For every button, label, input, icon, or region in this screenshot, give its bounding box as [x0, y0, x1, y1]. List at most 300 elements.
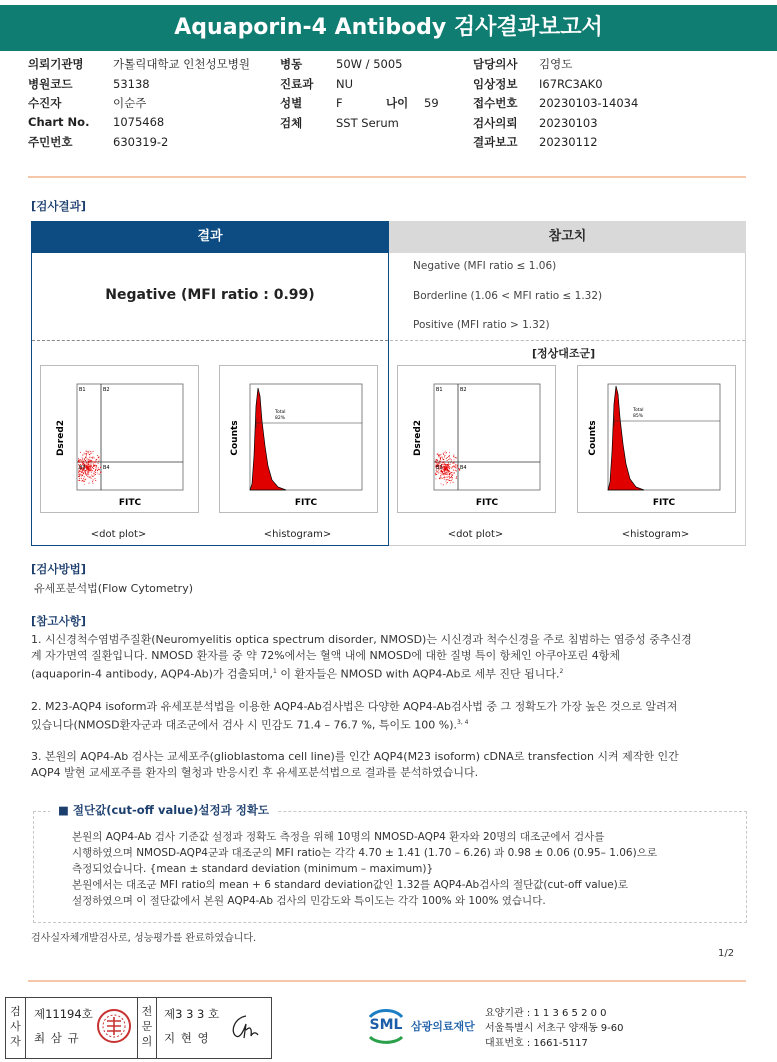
dot-point	[93, 473, 94, 474]
dot-point	[445, 455, 446, 456]
label-ward: 병동	[280, 57, 303, 71]
dot-point	[447, 472, 448, 473]
dot-point	[444, 469, 445, 470]
dot-point	[89, 462, 90, 463]
dot-point	[451, 472, 452, 473]
dot-point	[449, 471, 450, 472]
dot-point	[95, 472, 96, 473]
dot-point	[81, 476, 82, 477]
dot-point	[91, 465, 92, 466]
dot-point	[94, 475, 95, 476]
dot-point	[453, 482, 454, 483]
value-specimen: SST Serum	[336, 115, 399, 130]
dot-point	[99, 474, 100, 475]
dot-point	[446, 484, 447, 485]
dot-point	[88, 463, 89, 464]
dot-point	[87, 460, 88, 461]
dot-point	[456, 465, 457, 466]
org-street: 서울특별시 서초구 양재동 9-60	[485, 1023, 624, 1034]
value-hospital: 가톨릭대학교 인천성모병원	[113, 57, 250, 71]
value-age: 59	[424, 96, 439, 110]
dot-point	[83, 463, 84, 464]
dot-point	[456, 471, 457, 472]
dot-point	[81, 472, 82, 473]
dot-point	[79, 475, 80, 476]
dot-point	[447, 466, 448, 467]
label-hospital: 의뢰기관명	[28, 57, 84, 71]
dot-point	[82, 481, 83, 482]
cutoff-line-3: 측정되었습니다. {mean ± standard deviation (minimum – maximum)}	[72, 863, 434, 875]
examiner-seal-icon	[96, 1008, 132, 1044]
value-resident-no: 630319-2	[113, 135, 169, 149]
dot-point	[94, 465, 95, 466]
dot-point	[449, 456, 450, 457]
dot-point	[86, 453, 87, 454]
validation-remark: 검사실자체개발검사로, 성능평가를 완료하였습니다.	[31, 933, 257, 944]
examiner-label-char-1: 검	[10, 1005, 21, 1018]
dot-point	[445, 451, 446, 452]
dot-point	[78, 458, 79, 459]
examiner-label-char-3: 자	[10, 1035, 21, 1048]
dot-point	[92, 453, 93, 454]
specialist-signature-icon	[226, 1012, 262, 1046]
dot-point	[450, 480, 451, 481]
dot-point	[100, 472, 101, 473]
dot-point	[442, 472, 443, 473]
specialist-name: 지 현 영	[164, 1031, 210, 1045]
dot-point	[94, 473, 95, 474]
dot-point	[437, 454, 438, 455]
result-section-title: [검사결과]	[31, 199, 86, 213]
label-accession-no: 접수번호	[473, 96, 518, 110]
histogram-gate-percent: 82%	[275, 416, 286, 421]
examiner-label	[6, 998, 26, 1058]
dot-point	[88, 477, 89, 478]
dot-point	[79, 459, 80, 460]
dot-point	[93, 483, 94, 484]
histogram-peak	[608, 386, 644, 490]
dot-point	[447, 457, 448, 458]
dot-point	[435, 473, 436, 474]
dot-point	[452, 475, 453, 476]
dot-point	[455, 464, 456, 465]
dot-point	[89, 460, 90, 461]
value-request-date: 20230103	[539, 115, 598, 130]
dot-point	[455, 467, 456, 468]
dot-point	[78, 474, 79, 475]
dot-point	[86, 455, 87, 456]
dot-point	[440, 473, 441, 474]
dot-point	[444, 473, 445, 474]
value-clinical-info: I67RC3AK0	[539, 76, 603, 91]
dot-point	[446, 470, 447, 471]
dot-point	[82, 457, 83, 458]
dot-point	[447, 469, 448, 470]
dot-point	[439, 478, 440, 479]
dot-point	[443, 475, 444, 476]
dot-point	[86, 470, 87, 471]
signature-box	[5, 997, 272, 1059]
dot-point	[82, 474, 83, 475]
patient-dot-caption: <dot plot>	[90, 529, 147, 540]
dot-point	[85, 462, 86, 463]
control-dot-caption: <dot plot>	[447, 529, 504, 540]
note-3-line-2: AQP4 발현 교세포주를 환자의 혈청과 반응시킨 후 유세포분석법으로 결과를 분석하였습니다.	[31, 766, 479, 780]
note-2-ref: 3, 4	[457, 718, 469, 726]
dot-point	[91, 466, 92, 467]
dot-point	[444, 470, 445, 471]
dot-point	[451, 475, 452, 476]
dot-point	[447, 468, 448, 469]
dot-point	[85, 479, 86, 480]
dot-point	[440, 457, 441, 458]
dot-point	[89, 465, 90, 466]
patient-dot-plot-svg	[41, 366, 198, 512]
dot-point	[440, 476, 441, 477]
dot-point	[446, 472, 447, 473]
control-label: [정상대조군]	[532, 347, 596, 360]
label-patient: 수진자	[28, 96, 62, 110]
dot-point	[451, 461, 452, 462]
note-2-line-2	[31, 715, 751, 734]
dot-point	[87, 474, 88, 475]
dot-point	[444, 479, 445, 480]
dot-point	[93, 468, 94, 469]
patient-info	[0, 56, 777, 156]
dot-point	[79, 474, 80, 475]
dot-point	[89, 470, 90, 471]
dot-point	[441, 473, 442, 474]
quad-label-b1: B1	[79, 387, 86, 393]
dot-point	[85, 454, 86, 455]
value-ward: 50W / 5005	[336, 57, 403, 71]
dot-point	[88, 451, 89, 452]
dot-point	[93, 480, 94, 481]
org-logo-icon	[364, 1003, 408, 1049]
dot-point	[83, 481, 84, 482]
dot-point	[86, 451, 87, 452]
dot-point	[91, 475, 92, 476]
dot-point	[96, 461, 97, 462]
dot-point	[97, 455, 98, 456]
dot-point	[454, 459, 455, 460]
dot-point	[444, 471, 445, 472]
dot-point	[449, 474, 450, 475]
dot-point	[82, 462, 83, 463]
dot-point	[455, 470, 456, 471]
quad-label-b2: B2	[103, 387, 110, 393]
label-department: 진료과	[280, 76, 314, 91]
dot-point	[443, 461, 444, 462]
dot-point	[443, 459, 444, 460]
dot-point	[87, 472, 88, 473]
dot-point	[445, 467, 446, 468]
dot-point	[82, 461, 83, 462]
dot-point	[96, 467, 97, 468]
dot-point	[447, 477, 448, 478]
dot-point	[453, 466, 454, 467]
patient-dot-plot	[40, 365, 199, 513]
dot-point	[89, 466, 90, 467]
dot-point	[80, 474, 81, 475]
dot-point	[95, 478, 96, 479]
dot-point	[89, 477, 90, 478]
quad-label-b2: B2	[460, 387, 467, 393]
cutoff-line-5: 설정하였으며 이 절단값에서 본원 AQP4-Ab 검사의 민감도와 특이도는 각각 100% 와 100% 였습니다.	[72, 895, 546, 907]
dot-point	[93, 476, 94, 477]
dot-point	[447, 460, 448, 461]
dot-point	[80, 462, 81, 463]
dot-point	[80, 471, 81, 472]
dot-point	[440, 458, 441, 459]
dot-point	[443, 466, 444, 467]
dot-point	[448, 464, 449, 465]
dot-point	[93, 462, 94, 463]
dot-point	[436, 462, 437, 463]
dot-point	[92, 470, 93, 471]
dot-point	[94, 471, 95, 472]
dot-point	[443, 473, 444, 474]
dot-point	[98, 457, 99, 458]
dot-point	[98, 469, 99, 470]
dot-point	[449, 452, 450, 453]
dot-point	[82, 455, 83, 456]
dot-point	[443, 484, 444, 485]
dot-point	[456, 458, 457, 459]
dot-point	[85, 474, 86, 475]
dot-point	[439, 455, 440, 456]
dot-point	[454, 466, 455, 467]
dot-point	[445, 474, 446, 475]
dot-point	[442, 457, 443, 458]
dot-point	[445, 470, 446, 471]
dot-point	[443, 465, 444, 466]
dot-point	[443, 462, 444, 463]
dot-point	[88, 470, 89, 471]
specialist-label-char-3: 의	[141, 1035, 153, 1048]
dot-point	[449, 467, 450, 468]
dot-point	[96, 466, 97, 467]
dot-point	[90, 462, 91, 463]
note-1-ref-1: 1	[273, 668, 277, 675]
dot-point	[82, 454, 83, 455]
histogram-xlabel: FITC	[294, 498, 318, 508]
dot-point	[98, 467, 99, 468]
dot-point	[89, 454, 90, 455]
label-specimen: 검체	[280, 115, 303, 130]
patient-histogram-svg	[220, 366, 377, 512]
dot-point	[450, 458, 451, 459]
dot-point	[99, 460, 100, 461]
dot-point	[445, 465, 446, 466]
dot-point	[88, 452, 89, 453]
logo-arc-bottom	[370, 1037, 402, 1042]
dot-point	[456, 477, 457, 478]
dot-plot-frame	[77, 384, 183, 490]
dot-point	[440, 455, 441, 456]
reference-dotted-separator	[390, 340, 745, 341]
dot-point	[438, 463, 439, 464]
value-report-date: 20230112	[539, 135, 598, 149]
note-2-line-2-text: 있습니다(NMOSD환자군과 대조군에서 검사 시 민감도 71.4 – 76.7 %, 특이도 100 %).	[31, 718, 458, 732]
dot-point	[451, 480, 452, 481]
dot-point	[440, 460, 441, 461]
cutoff-text	[72, 829, 657, 909]
value-doctor: 김영도	[539, 57, 573, 71]
specialist-label-char-2: 문	[141, 1020, 153, 1033]
dot-point	[81, 478, 82, 479]
cutoff-line-1: 본원의 AQP4-Ab 검사 기준값 설정과 정확도 측정을 위해 10명의 NMOSD-AQP4 환자와 20명의 대조군에서 검사를	[72, 831, 605, 843]
dot-point	[452, 472, 453, 473]
dot-point	[90, 470, 91, 471]
dot-point	[91, 469, 92, 470]
dot-point	[440, 463, 441, 464]
dot-point	[445, 468, 446, 469]
dot-point	[87, 468, 88, 469]
histogram-gate-name: Total	[275, 410, 286, 415]
dot-point	[443, 453, 444, 454]
dot-point	[80, 459, 81, 460]
result-value: Negative (MFI ratio : 0.99)	[105, 287, 315, 303]
dot-point	[453, 456, 454, 457]
value-chart-no: 1075468	[113, 114, 165, 129]
dot-point	[446, 452, 447, 453]
dot-point	[453, 462, 454, 463]
dot-plot-xlabel: FITC	[475, 498, 499, 508]
dot-point	[446, 477, 447, 478]
dot-point	[447, 471, 448, 472]
dot-point	[449, 478, 450, 479]
dot-point	[90, 453, 91, 454]
dot-point	[452, 466, 453, 467]
dot-point	[441, 478, 442, 479]
dot-point	[83, 478, 84, 479]
org-name: 삼광의료재단	[411, 1020, 475, 1033]
dot-point	[448, 470, 449, 471]
dot-point	[90, 469, 91, 470]
dot-point	[437, 460, 438, 461]
dot-point	[439, 456, 440, 457]
dot-point	[82, 480, 83, 481]
dot-point	[93, 451, 94, 452]
dot-point	[441, 483, 442, 484]
dot-point	[448, 463, 449, 464]
info-col-1	[28, 56, 250, 154]
dot-point	[79, 460, 80, 461]
dot-point	[436, 471, 437, 472]
org-address	[485, 1006, 624, 1051]
dot-point	[78, 472, 79, 473]
dot-point	[85, 460, 86, 461]
label-age: 나이	[386, 96, 409, 110]
dot-point	[449, 473, 450, 474]
dot-point	[88, 474, 89, 475]
dot-point	[92, 457, 93, 458]
dot-point	[445, 481, 446, 482]
dot-point	[448, 472, 449, 473]
note-1-line-3b: 이 환자들은 NMOSD with AQP4-Ab로 세부 진단 됩니다.	[276, 667, 560, 681]
dot-point	[86, 457, 87, 458]
dot-point	[82, 475, 83, 476]
dot-point	[81, 461, 82, 462]
signature-stroke	[233, 1016, 258, 1038]
dot-point	[89, 483, 90, 484]
info-col-2	[280, 56, 439, 134]
dot-point	[96, 459, 97, 460]
label-chart-no: Chart No.	[28, 114, 90, 129]
dot-point	[80, 452, 81, 453]
dot-point	[449, 468, 450, 469]
dot-point	[440, 477, 441, 478]
dot-point	[94, 462, 95, 463]
report-title: Aquaporin-4 Antibody 검사결과보고서	[0, 5, 777, 51]
dot-point	[452, 477, 453, 478]
dot-point	[96, 469, 97, 470]
dot-point	[444, 466, 445, 467]
dot-point	[84, 460, 85, 461]
value-department: NU	[336, 76, 354, 91]
dot-point	[91, 478, 92, 479]
quad-label-b1: B1	[436, 387, 443, 393]
dot-point	[80, 461, 81, 462]
dot-point	[86, 453, 87, 454]
dot-point	[442, 458, 443, 459]
reference-header: 참고치	[389, 221, 746, 253]
dot-point	[88, 465, 89, 466]
value-patient: 이순주	[113, 96, 147, 110]
examiner-name: 최 삼 규	[34, 1031, 80, 1045]
control-histogram	[577, 365, 736, 513]
dot-point	[95, 474, 96, 475]
dot-point	[454, 473, 455, 474]
dot-point	[88, 464, 89, 465]
dot-point	[95, 480, 96, 481]
value-sex: F	[336, 96, 343, 110]
dot-point	[98, 461, 99, 462]
dot-point	[450, 463, 451, 464]
dot-point	[442, 474, 443, 475]
dot-point	[435, 461, 436, 462]
dot-point	[448, 467, 449, 468]
dot-point	[89, 468, 90, 469]
dot-point	[443, 454, 444, 455]
dot-point	[446, 467, 447, 468]
dot-point	[100, 467, 101, 468]
dot-point	[445, 464, 446, 465]
reference-negative: Negative (MFI ratio ≤ 1.06)	[413, 260, 557, 272]
dot-point	[451, 477, 452, 478]
dot-point	[446, 458, 447, 459]
control-hist-caption: <histogram>	[621, 529, 690, 540]
dot-point	[87, 473, 88, 474]
control-dot-plot	[397, 365, 556, 513]
dot-point	[448, 476, 449, 477]
dot-point	[449, 480, 450, 481]
dot-point	[449, 466, 450, 467]
label-doctor: 담당의사	[473, 57, 518, 71]
dot-point	[95, 462, 96, 463]
dot-point	[92, 467, 93, 468]
specialist-label	[137, 998, 157, 1058]
label-hospital-code: 병원코드	[28, 76, 73, 91]
dot-point	[447, 474, 448, 475]
dot-point	[99, 469, 100, 470]
histogram-xlabel: FITC	[652, 498, 676, 508]
dot-point	[448, 466, 449, 467]
dot-point	[441, 454, 442, 455]
dot-point	[84, 459, 85, 460]
dot-point	[88, 472, 89, 473]
